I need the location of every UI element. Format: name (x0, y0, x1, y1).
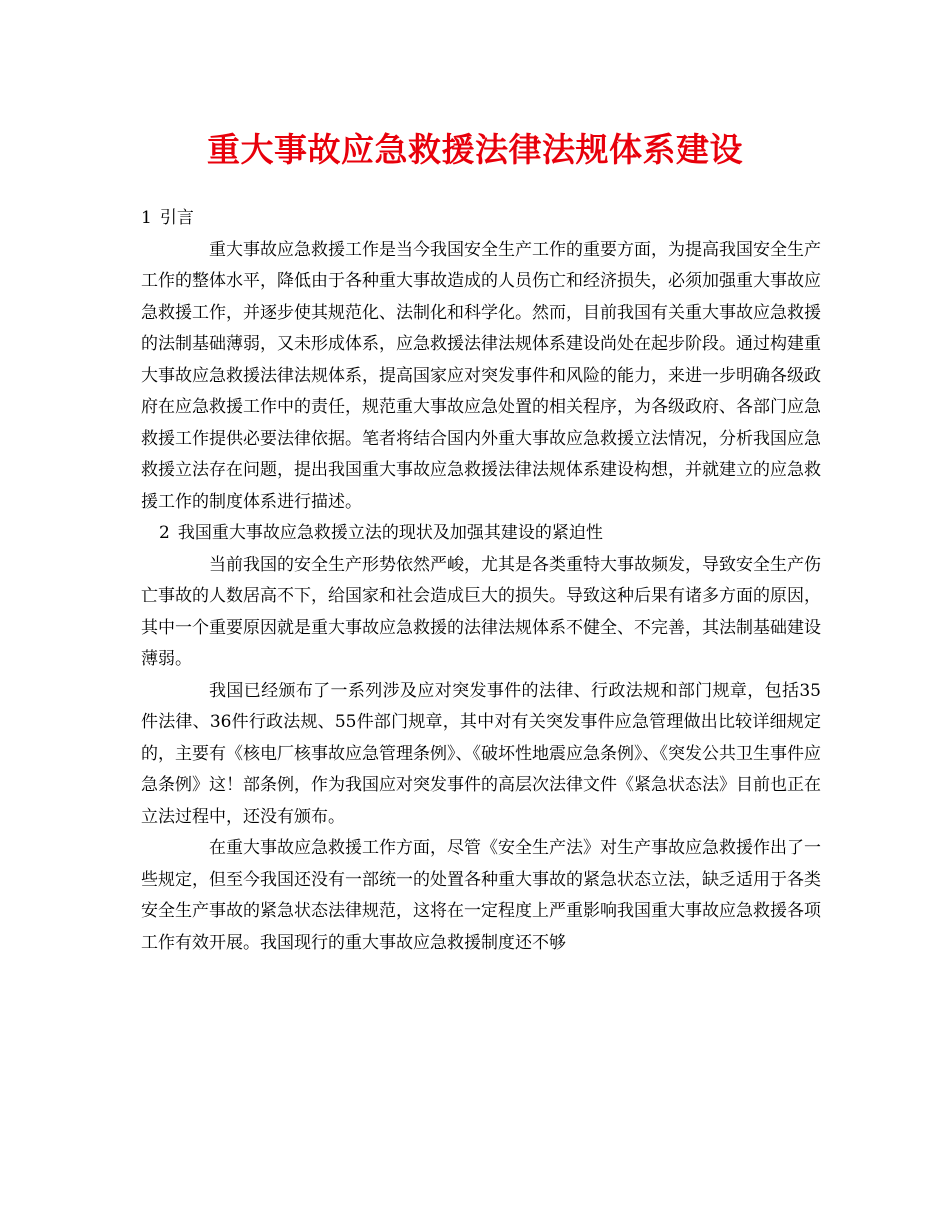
document-body (141, 203, 821, 959)
document-title: 重大事故应急救援法律法规体系建设 (207, 130, 743, 169)
section-number: 2 (159, 523, 170, 543)
section-heading-text: 引言 (159, 208, 194, 228)
section-number: 1 (141, 208, 152, 228)
paragraph: 重大事故应急救援工作是当今我国安全生产工作的重要方面，为提高我国安全生产工作的整体水平，降低由于各种重大事故造成的人员伤亡和经济损失，必须加强重大事故应急救援工作，并逐步使其规范化、法制化和科学化。然而，目前我国有关重大事故应急救援的法制基础薄弱，又未形成体系，应急救援法律法规体系建设尚处在起步阶段。通过构建重大事故应急救援法律法规体系，提高国家应对突发事件和风险的能力，来进一步明确各级政府在应急救援工作中的责任，规范重大事故应急处置的相关程序，为各级政府、各部门应急救援工作提供必要法律依据。笔者将结合国内外重大事故应急救援立法情况，分析我国应急救援立法存在问题，提出我国重大事故应急救援法律法规体系建设构想，并就建立的应急救援工作的制度体系进行描述。 (141, 239, 821, 512)
paragraph: 当前我国的安全生产形势依然严峻，尤其是各类重特大事故频发，导致安全生产伤亡事故的人数居高不下，给国家和社会造成巨大的损失。导致这种后果有诸多方面的原因，其中一个重要原因就是重大事故应急救援的法律法规体系不健全、不完善，其法制基础建设薄弱。 (141, 554, 821, 669)
section-heading-1 (141, 203, 821, 235)
paragraph: 在重大事故应急救援工作方面，尽管《安全生产法》对生产事故应急救援作出了一些规定，但至今我国还没有一部统一的处置各种重大事故的紧急状态立法，缺乏适用于各类安全生产事故的紧急状态法律规范，这将在一定程度上严重影响我国重大事故应急救援各项工作有效开展。我国现行的重大事故应急救援制度还不够 (141, 838, 821, 953)
paragraph: 我国已经颁布了一系列涉及应对突发事件的法律、行政法规和部门规章，包括35件法律、36件行政法规、55件部门规章，其中对有关突发事件应急管理做出比较详细规定的，主要有《核电厂核事故应急管理条例》、《破坏性地震应急条例》、《突发公共卫生事件应急条例》这！部条例，作为我国应对突发事件的高层次法律文件《紧急状态法》目前也正在立法过程中，还没有颁布。 (141, 680, 821, 827)
section-heading-text: 我国重大事故应急救援立法的现状及加强其建设的紧迫性 (177, 523, 603, 543)
section-heading-2 (141, 518, 821, 550)
